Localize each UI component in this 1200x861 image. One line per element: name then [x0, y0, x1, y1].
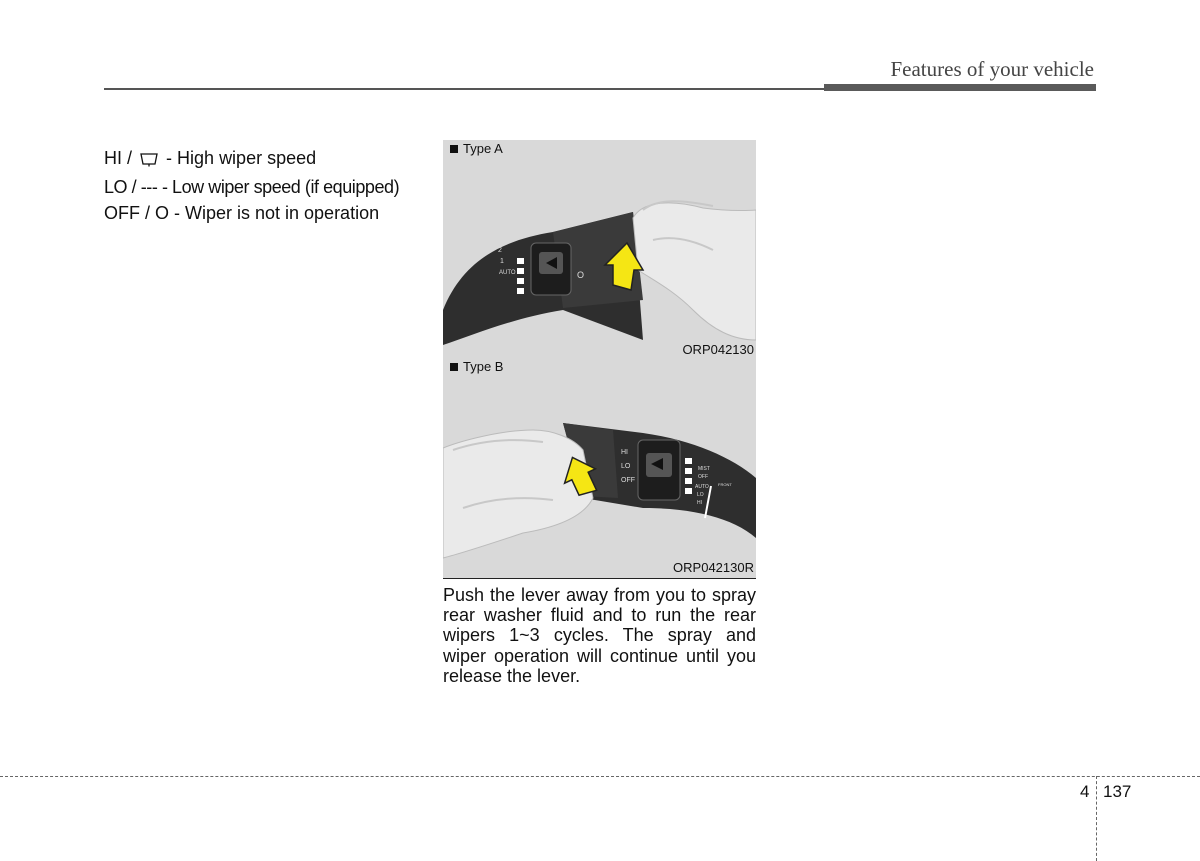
lever-mark: LO	[621, 463, 631, 470]
header-rule	[104, 88, 824, 90]
lever-mark: O	[577, 270, 585, 280]
square-bullet-icon	[450, 363, 458, 371]
figure-label-text: Type A	[463, 141, 503, 156]
square-bullet-icon	[450, 145, 458, 153]
footer-rule	[0, 776, 1200, 777]
lo-line: LO / --- - Low wiper speed (if equipped)	[104, 177, 400, 197]
lever-mark: HI	[621, 449, 628, 456]
figure-type-b	[443, 358, 756, 579]
figure-label	[450, 141, 503, 156]
lever-mark: LO	[697, 492, 704, 498]
section-title: Features of your vehicle	[890, 57, 1094, 81]
lever-mark: FRONT	[718, 482, 732, 487]
chapter-number: 4	[1080, 782, 1090, 801]
off-line: OFF / O - Wiper is not in operation	[104, 203, 380, 223]
lever-mark: OFF	[621, 477, 635, 484]
lever-mark: 2	[498, 247, 502, 254]
wiper-speed-list	[104, 145, 434, 226]
lever-mark: MIST	[698, 466, 710, 472]
hi-description: - High wiper speed	[166, 148, 317, 168]
figure-label	[450, 359, 503, 374]
wiper-lever-illustration	[443, 358, 756, 578]
hi-prefix: HI /	[104, 148, 133, 168]
figure-type-a-image	[443, 140, 756, 361]
wiper-lever-illustration	[443, 140, 756, 360]
lever-mark: OFF	[698, 474, 708, 480]
page-number: 137	[1103, 782, 1132, 801]
figure-type-b-image	[443, 358, 756, 579]
lever-mark: 1	[500, 258, 504, 265]
lever-mark: HI	[697, 500, 702, 506]
wiper-icon	[139, 148, 159, 174]
figure-label-text: Type B	[463, 359, 504, 374]
lever-mark: AUTO	[695, 484, 709, 490]
figure-code: ORP042130	[682, 342, 754, 357]
figure-code: ORP042130R	[673, 560, 754, 575]
header-rule-accent	[824, 84, 1096, 91]
hi-line	[104, 145, 434, 174]
footer-divider	[1096, 776, 1097, 861]
lever-mark: AUTO	[499, 270, 516, 276]
figure-type-a	[443, 140, 756, 361]
instruction-paragraph: Push the lever away from you to spray rear washer fluid and to run the rear wipers 1~3 cycles. The spray and wiper operation will continue until you release the lever.	[443, 585, 756, 686]
